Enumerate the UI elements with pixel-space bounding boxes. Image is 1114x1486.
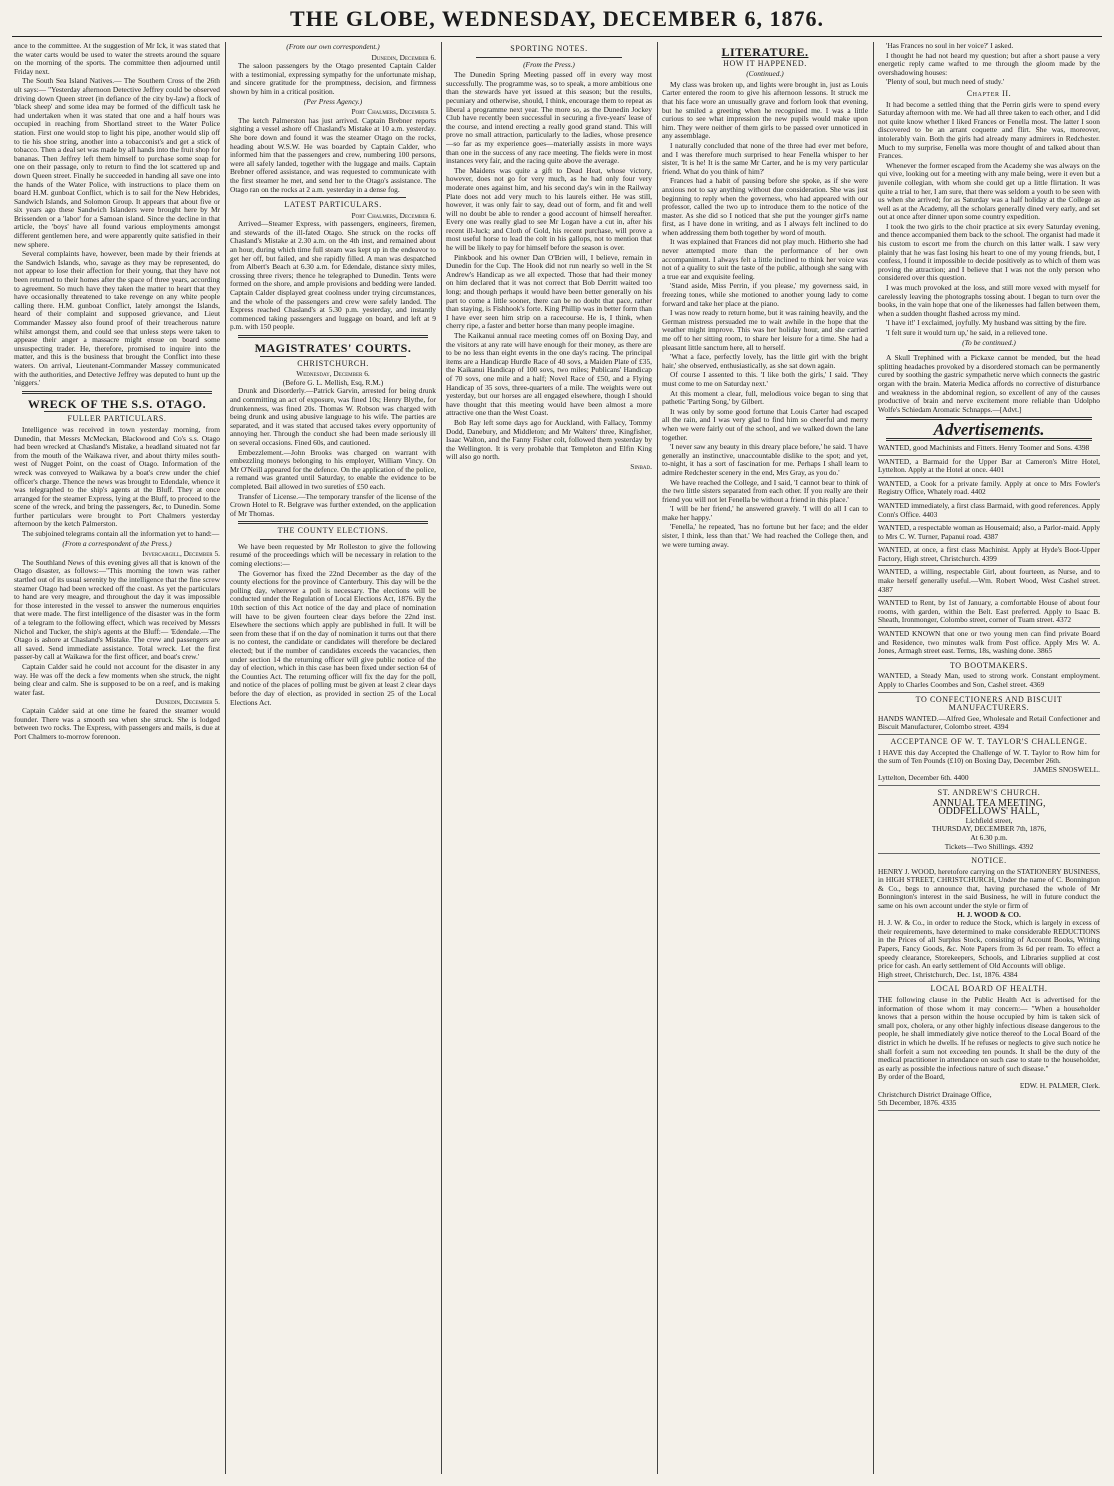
church-heading: ST. ANDREW'S CHURCH.	[937, 787, 1041, 797]
paragraph: Whenever the former escaped from the Academy she was always on the qui vive, looking out for a meeting with any male being, were it even but a juvenile collegian, with whom she could get up a little flirtation. It was quite a trial to her, I am sure, that there was seldom a youth to be seen with us when she arrived; for as Saturday was a half holiday at the College as well as at the Academy, all the scholars generally dined very early, and set out at once after dinner upon some country expedition.	[878, 160, 1100, 222]
ad-text: WANTED, a respectable woman as Housemaid; also, a Parlor-maid. Apply to Mrs C. W. Turner, Papanui road.	[878, 523, 1100, 541]
board-signature: EDW. H. PALMER, Clerk.	[1019, 1080, 1100, 1090]
board-by: By order of the Board,	[878, 1072, 945, 1082]
classified-ad	[878, 672, 1100, 692]
paragraph: The South Sea Island Natives.— The Southern Cross of the 26th ult says:— "Yesterday afternoon Detective Jeffrey could be observed driving down Queen street (in defiance of the city by-law) a flock of 'black sheep' and some idea may be formed of the difficult task he had undertaken when it was stated that one and a half hours was occupied in reaching from Shortland street to the Water Police station. First one would stop to light his pipe, another would slip off to tie his shoe string, another into a tobacconist's and get a stick of tobacco. Then a deal set was made by all hands into the fruit shop for bananas. Then Jeffrey left them himself to purchase some soap for one on their passage, only to return to find the lot scattered up and down Queen street. Finally he succeeded in handing all save one into the hands of the Water Police, with instructions to place them on board H.M. gunboat Conflict, which is to sail for the New Hebrides, Sandwich Islands, and Solomon Group. It appears that about five or six years ago these Sandwich Islanders were brought here by Mr Brissenden or a 'labor' for a Samoan island. Since the decline in that article, the 'boys' have all found various employments amongst different gentlemen here, and were apparently quite satisfied in their new sphere.	[14, 76, 220, 249]
paragraph: My class was broken up, and lights were brought in, just as Louis Carter entered the room to give his afternoon lessons. It struck me that his face wore an unusually grave and forlorn look that evening, but he smiled a greeting when he recognised me. I was a little curious to see what impression the new pupils would make upon him. They were neither of them girls to be passed over unnoticed in any assemblage.	[662, 79, 868, 141]
paragraph: 'I never saw any beauty in this dreary place before,' he said. 'I have generally an instinctive, unaccountable dislike to the spot; and yet, to-night, it has a sort of fascination for me. Perhaps I shall learn to admire Redchester scenery in the end, Mrs Gray, as you do.'	[662, 442, 868, 477]
ad-number: 4400	[953, 773, 969, 783]
paragraph: The Maidens was quite a gift to Dead Heat, whose victory, however, does not go for very much, as he had only four very moderate ones against him, and his second day's win in the Railway Plate does not add very much to his laurels either. He was still, however, it was only fair to say, dead out of form, and fit and well will no doubt be able to render a good account of himself hereafter. Every one was really glad to see Mr Logan have a cut in, after his recent ill-luck; and Cloth of Gold, his recent purchase, will prove a most useful horse to lead the colt in his gallops, not to mention that he will be likely to pay for himself before the season is over.	[446, 165, 652, 253]
ad-number: 4402	[970, 487, 986, 497]
ad-number: 4401	[989, 465, 1005, 475]
headline-magistrates: MAGISTRATES' COURTS.	[254, 341, 412, 355]
ad-text: WANTED, a Cook for a private family. Apply at once to Mrs Fowler's Registry Office, Whately road.	[878, 478, 1100, 497]
ad-number: 4403	[922, 509, 938, 519]
paragraph: The ketch Palmerston has just arrived. Captain Brebner reports sighting a vessel ashore off Chasland's Mistake at 10 a.m. yesterday. She bore down and found it was the steamer Otago on the rocks, heading about W.S.W. He was boarded by Captain Calder, who informed him that the passengers and crew, numbering 100 persons, were all safely landed, together with the luggage and mails. Captain Brebner offered assistance, and was requested to communicate with the first steamer he met, and send her to the Otago's assistance. The Otago ran on the rocks at 2 a.m. yesterday in a dense fog.	[230, 115, 436, 194]
column-rule	[873, 42, 874, 1474]
paragraph: The Kaikanui annual race meeting comes off on Boxing Day, and the visitors at any rate will have enough for their money, as there are to be no less than eight events in the one day's racing. The principal items are a Handicap Hurdle Race of 40 sovs, a Maiden Plate of £35, the Kaikanui Handicap of 100 sovs, two miles; Publicans' Handicap of 70 sovs, one mile and a half; Novel Race of £50, and a Flying Handicap of 35 sovs, three-quarters of a mile. The weights were out yesterday, but our horses are all engaged elsewhere, though I should have thought that this meeting would have been almost a more attractive one than the West Coast.	[446, 331, 652, 418]
classified-ad	[878, 599, 1100, 628]
paragraph: 'Has Frances no soul in her voice?' I asked.	[886, 42, 1014, 50]
notice-heading: NOTICE.	[971, 856, 1007, 866]
paragraph: We have been requested by Mr Rolleston to give the following resumé of the proceedings which will be necessary in relation to the coming elections:—	[230, 541, 436, 569]
paragraph: The subjoined telegrams contain all the information yet to hand:—	[22, 529, 220, 539]
paragraph: The Dunedin Spring Meeting passed off in every way most successfully. The programme was, so to speak, a more ambitious one than the stewards have yet issued at this season; but the results, pecuniary and otherwise, should, I think, encourage them to repeat as liberal a programme next year. The more so, as the Dunedin Jockey Club have recently been successful in securing a five-years' lease of the course, and intend erecting a really good grand stand. This will prove no small attraction, particularly to the ladies, whose presence—so far as my experience goes—materially assists in more ways than one in the success of any race meeting. The fields were in most instances very fair, and the racing quite above the average.	[446, 70, 652, 166]
paragraph: It was explained that Frances did not play much. Hitherto she had never attempted more than the performance of her own accompaniment. I always felt a little inclined to think her voice was not of a quality to suit the taste of the public, although she sang with a true ear and exquisite feeling.	[662, 237, 868, 281]
subhead-fuller: FULLER PARTICULARS.	[67, 414, 167, 424]
column-2	[230, 42, 436, 1476]
ad-text: HANDS WANTED.—Alfred Gee, Wholesale and Retail Confectioner and Biscuit Manufacturer, Colombo street.	[878, 713, 1100, 732]
ad-text: WANTED, a willing, respectable Girl, about fourteen, as Nurse, and to make herself generally useful.—Wm. Robert Wood, West Cashel street.	[878, 567, 1100, 586]
paragraph: Captain Calder said at one time he feared the steamer would founder. There was a smooth sea when she struck. She is lodged between two rocks. The Express, with passengers and mails, is due at Port Chalmers to-morrow forenoon.	[14, 705, 220, 741]
board-heading: LOCAL BOARD OF HEALTH.	[930, 984, 1048, 994]
column-1	[14, 42, 220, 1476]
paragraph: I was much provoked at the loss, and still more vexed with myself for carelessly leaving the photographs tossing about. I began to turn over the books, in the vain hope that one of the likenesses had fallen between them, when a sudden thought flashed across my mind.	[878, 283, 1100, 318]
dateline: Dunedin, December 6.	[371, 52, 436, 62]
divider	[260, 197, 406, 198]
source-line: (From a correspondent of the Press.)	[62, 538, 172, 548]
ad-text: WANTED, a Steady Man, used to strong work. Constant employment. Apply to Charles Coombes and Son, Cashel street.	[878, 671, 1100, 689]
classified-ad	[878, 630, 1100, 659]
masthead-rule	[12, 36, 1102, 37]
classified-ad	[878, 458, 1100, 478]
divider	[238, 521, 428, 524]
ad-number: 4372	[1056, 615, 1072, 625]
classified-ad	[878, 502, 1100, 522]
tea-line: Tickets—Two Shillings.	[944, 841, 1017, 851]
source-line: (From our own correspondent.)	[286, 42, 380, 51]
source-line: (From the Press.)	[523, 59, 575, 69]
paragraph: 'I have it!' I exclaimed, joyfully. My husband was sitting by the fire.	[886, 318, 1087, 328]
dateline: Wednesday, December 6.	[296, 369, 370, 379]
ad-text: I HAVE this day Accepted the Challenge of W. T. Taylor to Row him for the sum of Ten Pounds (£10) on Boxing Day, December 26th.	[878, 747, 1100, 766]
paragraph: Intelligence was received in town yesterday morning, from Dunedin, that Messrs McMeckan, Blackwood and Co's s.s. Otago had been wrecked at Chasland's Mistake, a headland situated not far from the mouth of the Waikawa river, and about thirty miles south-west of Nugget Point, on the coast of Otago. Information of the wreck was conveyed to Waikawa by a boat's crew under the chief officer's charge. Thence the news was brought to Edendale, whence it was telegraphed to the ship's agents at the Bluff. They at once arranged for the steamer Express, lying at the Bluff, to proceed to the scene of the wreck, and bring the passengers, &c, to Dunedin. Some further particulars were brought to Port Chalmers yesterday afternoon by the ketch Palmerston.	[14, 424, 220, 529]
ad-text: WANTED KNOWN that one or two young men can find private Board and Residence, two minutes walk from Post office. Apply Mrs W. A. Jones, Armagh street east. Terms, 18s, washing done.	[878, 629, 1100, 656]
paragraph: We have reached the College, and I said, 'I cannot bear to think of the two little sisters separated from each other. If you really are their friend you will not let Fenella be without a friend in this place.'	[662, 477, 868, 504]
ad-number: 4392	[1018, 841, 1034, 851]
headline-wreck: WRECK OF THE S.S. OTAGO.	[27, 396, 207, 411]
paragraph: At this moment a clear, full, melodious voice began to sing that pathetic 'Parting Song,' by Gilbert.	[662, 388, 868, 407]
column-rule	[657, 42, 658, 1474]
skull-advert: A Skull Trephined with a Pickaxe cannot be mended, but the head splitting headaches provoked by a disordered stomach can be permanently cured by soothing the gastric sympathetic nerve which connects the gastric organ with the brain. Materia Medica affords no corrective of disturbance and weakness in the abdominal region, so excellent of any of the causes productive of brain and nerve excitement more reliable than Udolpho Wolfe's Schiedam Aromatic Schnapps.—[Advt.]	[878, 353, 1100, 414]
paragraph: I thought he had not heard my question; but after a short pause a very energetic reply came wafted to me through the gloom made by the overshadowing houses:	[878, 50, 1100, 77]
divider	[260, 539, 406, 540]
headline-literature: LITERATURE.	[721, 45, 809, 59]
ad-text: WANTED, at once, a first class Machinist. Apply at Hyde's Boot-Upper Factory, High street, Christchurch.	[878, 545, 1100, 563]
challenge-heading: ACCEPTANCE OF W. T. TAYLOR'S CHALLENGE.	[890, 736, 1088, 746]
column-3	[446, 42, 652, 1476]
headline-sporting: SPORTING NOTES.	[510, 44, 588, 53]
advertisements-heading: Advertisements.	[933, 420, 1045, 440]
tea-line: Lichfield street,	[965, 815, 1013, 825]
ad-text: HENRY J. WOOD, heretofore carrying on the STATIONERY BUSINESS, in HIGH STREET, CHRISTCHURCH, Under the name of C. Bonnington & Co., begs to announce that, having purchased the whole of Mr Bonnington's interest in the said Business, he will in future conduct the same on his own account under the style or firm of	[878, 866, 1100, 911]
divider	[238, 335, 428, 338]
paragraph: ance to the committee. At the suggestion of Mr Ick, it was stated that the water carts would be used to water the streets around the square on the morning of the sports. The committee then adjourned until Friday next.	[14, 42, 220, 76]
continued-note: (Continued.)	[746, 69, 784, 79]
dateline: Invercargill, December 5.	[142, 549, 220, 559]
tea-line: ANNUAL TEA MEETING,	[932, 797, 1046, 809]
ad-number: 4394	[993, 722, 1009, 732]
divider	[44, 411, 190, 412]
subhead-latest: LATEST PARTICULARS.	[284, 200, 382, 210]
paragraph: 'What a face, perfectly lovely, has the little girl with the bright hair,' she observed, enthusiastically, as she sat down again.	[662, 352, 868, 370]
ad-text: WANTED, a Barmaid for the Upper Bar at Cameron's Mitre Hotel, Lyttelton. Apply at the Hotel at once.	[878, 456, 1100, 475]
paragraph: Bob Ray left some days ago for Auckland, with Fallacy, Tommy Dodd, Danebury, and Middleton; and Mr Walters' three, Kingfisher, Isaac Walton, and the Fanny Fisher colt, followed them yesterday by the Wellington. It is very probable that Templeton and Elfin King will also go north.	[446, 417, 652, 462]
ad-number: 3865	[1037, 646, 1053, 656]
paragraph: Frances had a habit of pausing before she spoke, as if she were anxious not to say anything without due consideration. She was just beginning to reply when the governess, who had appeared with our professor, called the two up to introduce them to the notice of the master. As she did so I noticed that she put the younger girl's name first, as I have done in writing, and as I always felt inclined to do when addressing them both together by word of mouth.	[662, 176, 868, 237]
column-rule	[225, 42, 226, 1474]
board-date: 5th December, 1876.	[878, 1098, 940, 1108]
classified-ad	[878, 524, 1100, 544]
ad-text: WANTED immediately, a first class Barmaid, with good references. Apply Conn's Office.	[878, 500, 1100, 519]
firm-name: H. J. WOOD & CO.	[957, 909, 1021, 919]
board-notice	[878, 996, 1100, 1111]
paragraph: 'Fenella,' he repeated, 'has no fortune but her face; and the elder sister, I think, less than that.' We had reached the College then, and we were turning away.	[662, 522, 868, 549]
divider	[260, 356, 406, 357]
ad-place: Lyttelton, December 6th.	[878, 773, 952, 783]
tea-line: ODDFELLOWS' HALL,	[938, 806, 1040, 818]
chapter-heading: Chapter II.	[966, 88, 1012, 98]
paragraph: 'I felt sure it would turn up,' he said, in a relieved tone.	[886, 328, 1048, 337]
dateline: Dunedin, December 5.	[155, 697, 220, 707]
ad-text: WANTED, good Machinists and Fitters. Henry Toomer and Sons.	[878, 442, 1073, 452]
paragraph: The Southland News of this evening gives all that is known of the Otago disaster, as follows:—"This morning the town was rather startled out of its usual serenity by the intelligence that the fine screw steamer Otago had been wrecked off the coast. As yet the particulars to hand are very meagre, and throughout the day it was impossible for those interested in the vessel to answer the numerous enquiries that were made. The first intelligence of the disaster was in the form of a telegram to the following effect, which was received by Messrs Nichol and Tucker, the ship's agents at the Bluff:— 'Edendale.—The Otago is ashore at Chasland's Mistake. The crew and passengers are all saved. Send immediate assistance. Total wreck. Let the first passer-by call at Waikawa for the first officer, and boat's crew.'	[14, 557, 220, 662]
classified-ad	[878, 715, 1100, 735]
ad-number: 4387	[878, 584, 893, 594]
classified-ad	[878, 749, 1100, 786]
bootmakers-heading: TO BOOTMAKERS.	[949, 660, 1029, 670]
paragraph: Several complaints have, however, been made by their friends at the Sandwich Islands, who, savage as they may be represented, do not appear to lose their affection for their young, that they have not been returned to their homes after the space of three years, according to agreement. So much have they taken the matter to heart that they have occasionally threatened to take revenge on any white people calling there. H.M. gunboat Conflict, lately amongst the Islands, heard of their complaint and supposed grievance, and Lieut Commander Massey also found proof of their treacherous nature whilst amongst them, and could see that unless steps were taken to appease their anger a massacre might ensue on board some unsuspecting trader. He, therefore, promised to inquire into the matter, and this is the business that brought the Conflict into these waters. On arrival, Lieutenant-Commander Massey communicated with the authorities, and Detective Jeffrey was deputed to hunt up the 'niggers.'	[14, 249, 220, 388]
divider	[22, 391, 212, 394]
signature: Sinbad.	[630, 461, 652, 471]
column-4	[662, 42, 868, 1476]
ad-number: 4369	[1029, 680, 1045, 689]
paragraph: I naturally concluded that none of the three had ever met before, and I was therefore much surprised to hear Fenella whisper to her sister, 'It is he! It is the same Mr Carter, and he is my very particular friend. What do you think of him?'	[662, 140, 868, 176]
tea-line: At 6.30 p.m.	[970, 832, 1008, 842]
headline-county: THE COUNTY ELECTIONS.	[277, 526, 389, 536]
dateline: Port Chalmers, December 6.	[351, 210, 436, 220]
classified-ad	[878, 480, 1100, 500]
notice-ad	[878, 868, 1100, 983]
confectioners-heading: TO CONFECTIONERS AND BISCUIT MANUFACTURERS.	[915, 694, 1063, 713]
court-before: (Before G. L. Mellish, Esq, R.M.)	[282, 377, 384, 387]
paragraph: The Governor has fixed the 22nd December as the day of the county elections for the province of Canterbury. This day will be the polling day, wherever a poll is necessary. The elections will be conducted under the Regulation of Local Elections Act, 1876. By the 10th section of this Act notice of the day and place of nomination will have to be given fourteen clear days before the 22nd inst. Elsewhere the sections which apply are published in full. It will be seen from these that if on the day of nomination it turns out that there is no contest, the candidate or candidates will therefore be declared elected; but if the number of candidates exceeds the vacancies, then under section 14 the returning officer will give public notice of the day of election, which in this case has been fixed under section 64 of the Counties Act. The returning officer will fix the day for the poll, and notice of the places of polling must be given at least 2 clear days before the day of election, as provided in section 25 of the Local Elections Act.	[230, 568, 436, 707]
ad-number: 4387	[983, 531, 999, 541]
source-line: (Per Press Agency.)	[303, 96, 363, 106]
classified-ad	[878, 568, 1100, 597]
paragraph: Arrived—Steamer Express, with passengers, engineers, firemen, and stewards of the ill-fated Otago. She struck on the rocks off Chasland's Mistake at 2.30 a.m. on the 4th inst, and remained about an hour, during which time full steam was kept up in the endeavor to get her off, but failed, and she rapidly filled. A man was despatched from Albert's Beach at 6.30 a.m. for Edendale, distance sixty miles, crossing three rivers; thence he telegraphed to Dunedin. Tents were formed on the shore, and ample provisions and bedding were landed. Captain Calder displayed great coolness under trying circumstances, and the whole of the passengers and crew were safely landed. The Express reached Chasland's at 5.30 p.m. yesterday, and instantly commenced taking passengers and luggage on board, and left at 9 p.m. with 150 people.	[230, 219, 436, 332]
ad-text: H. J. W. & Co., in order to reduce the Stock, which is largely in excess of their requirements, have determined to make considerable REDUCTIONS in the Prices of all Surplus Stock, consisting of Account Books, Writing Papers, Fancy Goods, &c. Note Papers from 3s 6d per ream. To effect a speedy clearance, Storekeepers, Schools, and Libraries supplied at cost price for cash. An early settlement of Old Accounts will oblige.	[878, 918, 1100, 971]
paragraph: Transfer of License.—The temporary transfer of the license of the Crown Hotel to R. Belgrave was further extended, on the application of Mr Thomas.	[230, 491, 436, 518]
paragraph: Captain Calder said he could not account for the disaster in any way. He was off the deck a few moments when she struck, the night being clear and calm. She is supposed to be on a reef, and is making water fast.	[14, 661, 220, 697]
classified-ad	[878, 546, 1100, 566]
divider	[476, 57, 622, 58]
paragraph: Embezzlement.—John Brooks was charged on warrant with embezzling moneys belonging to his employer, William Vincy. On Mr O'Neill appeared for the defence. On the application of the police, a remand was granted until Saturday, to enable the evidence to be completed. Bail allowed in two sureties of £50 each.	[230, 447, 436, 491]
ad-number: 4335	[941, 1098, 957, 1108]
paragraph: It was only by some good fortune that Louis Carter had escaped all the rain, and I was very glad to find him so cheerful and merry when we were fairly out of the school, and we walked down the lane together.	[662, 406, 868, 442]
divider	[908, 350, 1070, 351]
paragraph: 'Plenty of soul, but much need of study.'	[886, 77, 1005, 87]
classified-ad	[878, 444, 1100, 456]
paragraph: 'Stand aside, Miss Perrin, if you please,' my governess said, in freezing tones, while she motioned to another young lady to come forward and take her place at the piano.	[662, 281, 868, 308]
board-office: Christchurch District Drainage Office,	[878, 1089, 992, 1099]
masthead: THE GLOBE, WEDNESDAY, DECEMBER 6, 1876.	[290, 6, 824, 31]
column-5	[878, 42, 1100, 1476]
ad-number: 4384	[1002, 969, 1018, 979]
dateline: Port Chalmers, December 5.	[351, 107, 436, 117]
subhead-christchurch: CHRISTCHURCH.	[297, 358, 369, 368]
paragraph: It had become a settled thing that the Perrin girls were to spend every Saturday afternoon with me. We had all three taken to each other, and I did not quite know whether I liked Frances or Fenella most. The latter I soon discovered to be an arrant coquette and flirt. She was, moreover, intolerably vain. Both the girls had already many admirers in Redchester. Much to my surprise, Fenella was more thought of and talked about than Frances.	[878, 99, 1100, 161]
tea-meeting-ad	[878, 797, 1100, 855]
paragraph: Pinkbook and his owner Dan O'Brien will, I believe, remain in Dunedin for the Cup. The Hook did not run nearly so well in the St Andrew's Handicap as we all expected. Those that had their money on him declared that it was not correct that Bob Derritt waited too long; and though perhaps it would have been better generally on his part to come a little sooner, there can be no doubt that pace, rather than staying, is Fishhook's forte. King Phillip was in better form than I have ever seen him strip on a racecourse. He is, I think, when cherry ripe, a faster and better horse than many people imagine.	[446, 252, 652, 331]
paragraph: Of course I assented to this. 'I like both the girls,' I said. 'They must come to me on Saturday next.'	[662, 370, 868, 388]
paragraph: Drunk and Disorderly.—Patrick Garvin, arrested for being drunk and committing an act of exposure, was fined 10s; Henry Blythe, for drunkenness, was fined 20s. Thomas W. Robson was charged with being drunk and using abusive language to his wife. The parties are separated, and it was stated that accused takes every opportunity of annoying her. Through the conduct she had been made seriously ill on several occasions. Fined 60s, and cautioned.	[230, 386, 436, 447]
tea-line: THURSDAY, DECEMBER 7th, 1876,	[931, 824, 1047, 834]
paragraph: 'I will be her friend,' he answered gravely. 'I will do all I can to make her happy.'	[662, 504, 868, 522]
paragraph: I took the two girls to the choir practice at six every Saturday evening, and thence accompanied them back to the school. The organist had made it his custom to escort me from the church on this latter walk. I saw very plainly that he was fast losing his heart to one of my young friends, but, I confess, I found it impossible to decide positively as to which of them was proving the attraction; and I believe that I was not the only person who considered over this question.	[878, 221, 1100, 283]
ad-place: High street, Christchurch, Dec. 1st, 1876.	[878, 969, 1001, 979]
paragraph: The saloon passengers by the Otago presented Captain Calder with a testimonial, expressing sympathy for the unfortunate mishap, and sincere gratitude for the promptness, decision, and firmness shown by him in a critical position.	[230, 61, 436, 96]
ad-signature: JAMES SNOSWELL.	[1033, 764, 1100, 774]
paragraph: I was now ready to return home, but it was raining heavily, and the German mistress persuaded me to wait awhile in the hope that the weather might improve. This was her holiday hour, and she carried me off to her sitting room, to share her leisure for a time. She had a pleasant little sanctum here, all to herself.	[662, 308, 868, 352]
ad-text: WANTED to Rent, by 1st of January, a comfortable House of about four rooms, with garden, within the Belt. East preferred. Apply to Isaac B. Sheath, Ironmonger, Colombo street, corner of Tuam street.	[878, 598, 1100, 625]
to-be-continued: (To be continued.)	[962, 337, 1016, 347]
story-title: HOW IT HAPPENED.	[723, 58, 807, 68]
ad-text: THE following clause in the Public Health Act is advertised for the information of those whom it may concern:— "When a householder knows that a person within the house occupied by him is taken sick of small pox, cholera, or any other highly infectious disease dangerous to the people, he shall immediately give notice thereof to the Local Board of the district in which he dwells. If he refuses or neglects to give such notice he shall forfeit a sum not exceeding ten pounds. It shall be the duty of the medical practitioner in attendance on such case to state to the householder, as early as possible the infectious nature of such disease."	[878, 995, 1100, 1073]
column-rule	[441, 42, 442, 1474]
ad-number: 4398	[1074, 442, 1090, 452]
ad-number: 4399	[982, 553, 997, 563]
